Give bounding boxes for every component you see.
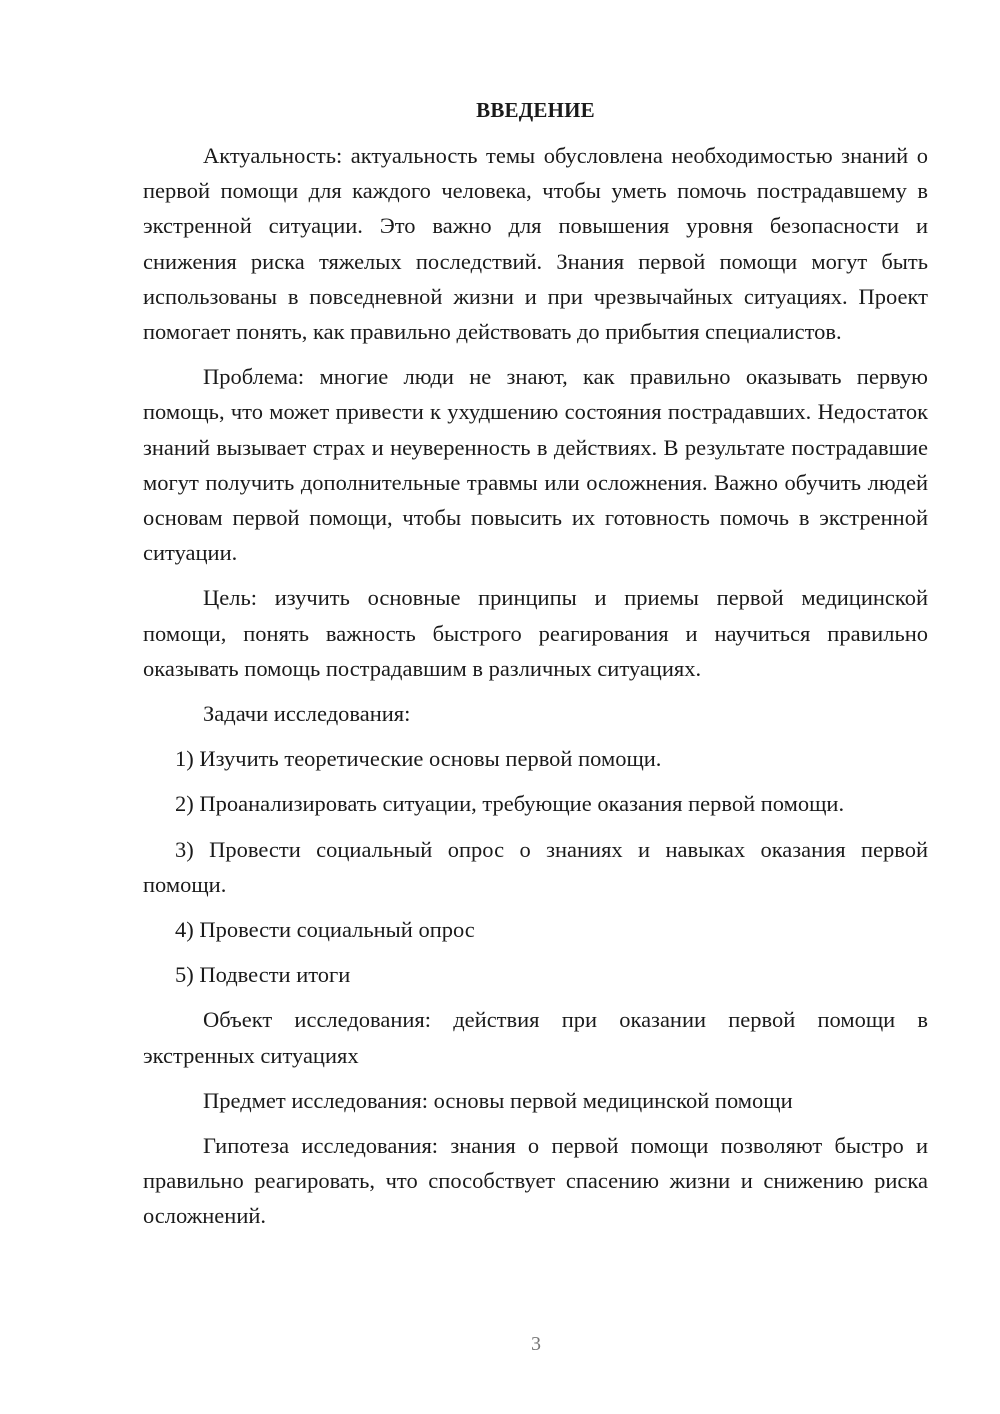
- list-item: 4) Провести социальный опрос: [175, 917, 475, 943]
- tasks-list: [143, 741, 928, 992]
- paragraph-problem: Проблема: многие люди не знают, как правильно оказывать первую помощь, что может привести к ухудшению состояния пострадавших. Недостаток знаний вызывает страх и неуверенность в действиях. В результате пострадавшие могут получить дополнительные травмы или осложнения. Важно обучить людей основам первой помощи, чтобы повысить их готовность помочь в экстренной ситуации.: [143, 364, 928, 566]
- list-item: 3) Провести социальный опрос о знаниях и навыках оказания первой помощи.: [143, 836, 928, 897]
- list-item: 1) Изучить теоретические основы первой помощи.: [175, 746, 662, 772]
- paragraph-subject: Предмет исследования: основы первой медицинской помощи: [203, 1087, 793, 1113]
- paragraph-hypothesis: Гипотеза исследования: знания о первой помощи позволяют быстро и правильно реагировать, что способствует спасению жизни и снижению риска осложнений.: [143, 1133, 928, 1229]
- paragraph-object: Объект исследования: действия при оказании первой помощи в экстренных ситуациях: [143, 1007, 928, 1068]
- paragraph-relevance: Актуальность: актуальность темы обусловлена необходимостью знаний о первой помощи для каждого человека, чтобы уметь помочь пострадавшему в экстренной ситуации. Это важно для повышения уровня безопасности и снижения риска тяжелых последствий. Знания первой помощи могут быть использованы в повседневной жизни и при чрезвычайных ситуациях. Проект помогает понять, как правильно действовать до прибытия специалистов.: [143, 143, 928, 345]
- section-title: ВВЕДЕНИЕ: [476, 98, 595, 122]
- page-number: 3: [531, 1333, 541, 1355]
- page-content: [143, 93, 928, 1244]
- list-item: 2) Проанализировать ситуации, требующие оказания первой помощи.: [175, 791, 845, 817]
- paragraph-goal: Цель: изучить основные принципы и приемы первой медицинской помощи, понять важность быстрого реагирования и научиться правильно оказывать помощь пострадавшим в различных ситуациях.: [143, 585, 928, 681]
- tasks-heading: Задачи исследования:: [203, 701, 411, 727]
- list-item: 5) Подвести итоги: [175, 962, 351, 988]
